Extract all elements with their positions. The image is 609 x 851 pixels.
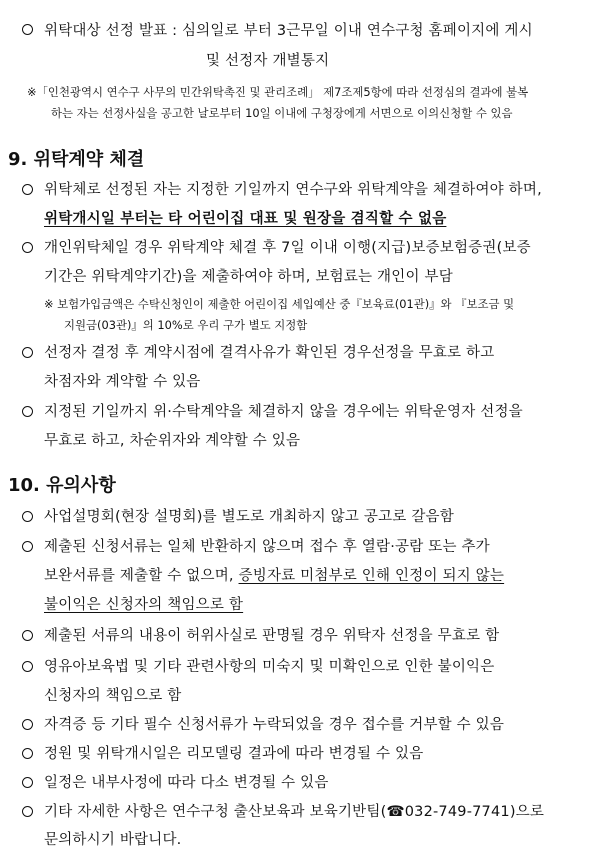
contract-item-4-line-2: 무효로 하고, 차순위자와 계약할 수 있음 [44,433,301,449]
section-9-heading: 9. 위탁계약 체결 [8,149,145,170]
section-10-heading: 10. 유의사항 [8,475,116,496]
notice-item-8-line-1: 기타 자세한 사항은 연수구청 출산보육과 보육기반팀(☎032-749-7741)으로 [44,804,545,820]
selection-announcement-line-2: 및 선정자 개별통지 [206,53,330,69]
notice-item-2-line-2 [44,564,504,585]
objection-note-line-2: 하는 자는 선정사실을 공고한 날로부터 10일 이내에 구청장에게 서면으로 이의신청할 수 있음 [51,106,513,120]
notice-item-2-line-1: 제출된 신청서류는 일체 반환하지 않으며 접수 후 열람·공람 또는 추가 [44,539,490,555]
selection-announcement-line-1: 위탁대상 선정 발표 : 심의일로 부터 3근무일 이내 연수구청 홈페이지에 게시 [44,23,533,39]
bullet-circle [22,347,33,358]
insurance-note-line-2: 지원금(03관)』의 10%로 우리 구가 별도 지정함 [64,318,308,332]
bullet-circle [22,719,33,730]
bullet-circle [22,184,33,195]
bullet-circle [22,806,33,817]
bullet-circle [22,748,33,759]
bullet-circle [22,24,33,35]
bullet-circle [22,406,33,417]
bullet-circle [22,541,33,552]
notice-item-7: 일정은 내부사정에 따라 다소 변경될 수 있음 [44,775,329,791]
contract-item-3-line-1: 선정자 결정 후 계약시점에 결격사유가 확인된 경우선정을 무효로 하고 [44,345,495,361]
notice-item-1: 사업설명회(현장 설명회)를 별도로 개최하지 않고 공고로 갈음함 [44,509,454,525]
contract-item-2-line-2: 기간은 위탁계약기간)을 제출하여야 하며, 보험료는 개인이 부담 [44,269,453,285]
notice-item-3: 제출된 서류의 내용이 허위사실로 판명될 경우 위탁자 선정을 무효로 함 [44,628,500,644]
bullet-circle [22,630,33,641]
contract-item-4-line-1: 지정된 기일까지 위·수탁계약을 체결하지 않을 경우에는 위탁운영자 선정을 [44,404,523,420]
bullet-circle [22,242,33,253]
notice-item-5: 자격증 등 기타 필수 신청서류가 누락되었을 경우 접수를 거부할 수 있음 [44,717,505,733]
contract-item-1-line-1: 위탁체로 선정된 자는 지정한 기일까지 연수구와 위탁계약을 체결하여야 하며, [44,182,542,198]
contract-item-3-line-2: 차점자와 계약할 수 있음 [44,374,201,390]
notice-item-4-line-1: 영유아보육법 및 기타 관련사항의 미숙지 및 미확인으로 인한 불이익은 [44,659,495,675]
notice-item-4-line-2: 신청자의 책임으로 함 [44,688,182,704]
contract-item-1-line-2: 위탁개시일 부터는 타 어린이집 대표 및 원장을 겸직할 수 없음 [44,211,447,227]
notice-item-2-line-2-plain: 보완서류를 제출할 수 없으며, [44,568,239,584]
notice-item-2-line-2-underlined: 증빙자료 미첨부로 인해 인정이 되지 않는 [238,568,505,584]
bullet-circle [22,777,33,788]
insurance-note-line-1: ※ 보험가입금액은 수탁신청인이 제출한 어린이집 세입예산 중『보육료(01관)』와 『보조금 및 [44,297,515,311]
notice-item-6: 정원 및 위탁개시일은 리모델링 결과에 따라 변경될 수 있음 [44,746,424,762]
notice-item-2-line-3: 불이익은 신청자의 책임으로 함 [44,597,244,613]
bullet-circle [22,511,33,522]
notice-item-8-line-2: 문의하시기 바랍니다. [44,832,182,848]
bullet-circle [22,661,33,672]
contract-item-2-line-1: 개인위탁체일 경우 위탁계약 체결 후 7일 이내 이행(지급)보증보험증권(보증 [44,240,531,256]
objection-note-line-1: ※「인천광역시 연수구 사무의 민간위탁촉진 및 관리조례」 제7조제5항에 따라 선정심의 결과에 불복 [27,85,529,99]
